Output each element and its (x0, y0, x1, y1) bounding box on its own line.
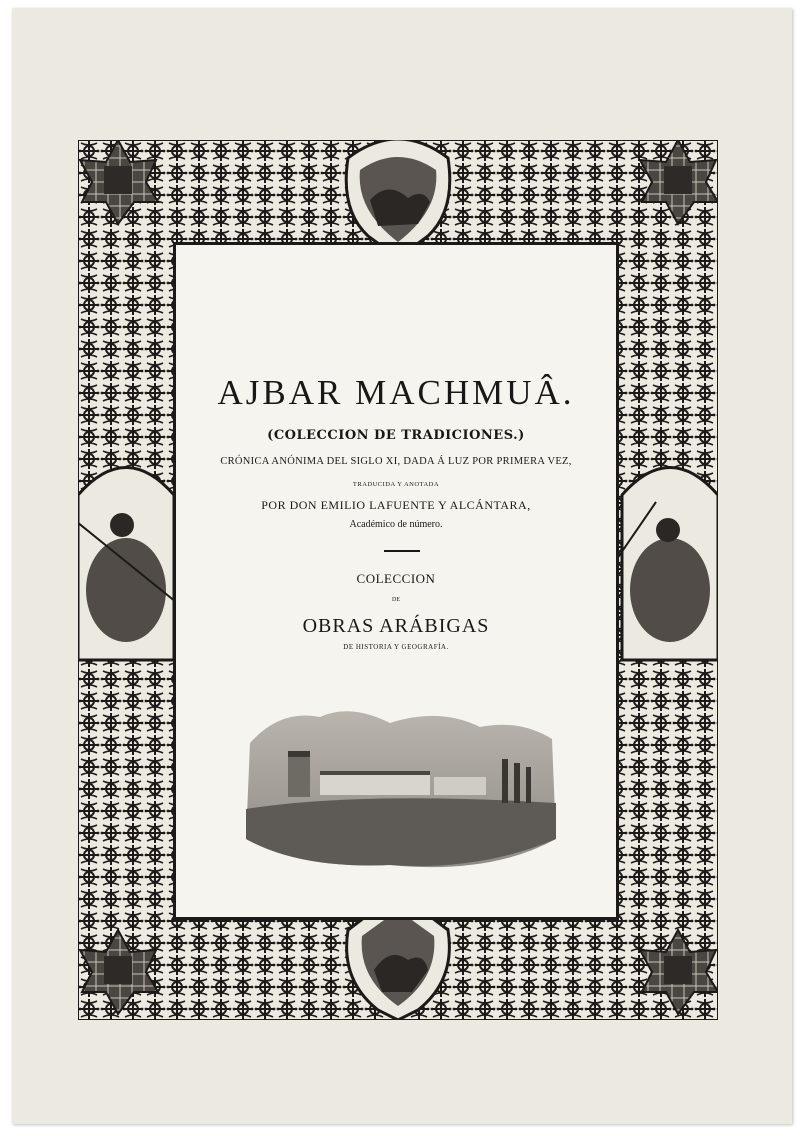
collection-label: COLECCION (356, 571, 436, 586)
author-line: POR DON EMILIO LAFUENTE Y ALCÁNTARA, (261, 498, 531, 512)
right-knight-illustration (608, 468, 718, 661)
divider-rule (384, 550, 420, 552)
de-label: DE (392, 597, 400, 603)
book-title: AJBAR MACHMUÂ. (217, 373, 575, 412)
translated-line: TRADUCIDA Y ANOTADA (352, 481, 440, 488)
left-knight-illustration (78, 468, 176, 661)
series-subtitle: DE HISTORIA Y GEOGRAFÍA. (343, 643, 449, 651)
book-subtitle: (COLECCION DE TRADICIONES.) (267, 428, 525, 443)
academic-line: Académico de número. (349, 519, 443, 530)
series-title: OBRAS ARÁBIGAS (302, 615, 490, 637)
chronicle-line: CRÓNICA ANÓNIMA DEL SIGLO XI, DADA Á LUZ POR PRIMERA VEZ, (220, 456, 572, 467)
title-panel (173, 242, 619, 920)
landscape-engraving (240, 699, 558, 875)
